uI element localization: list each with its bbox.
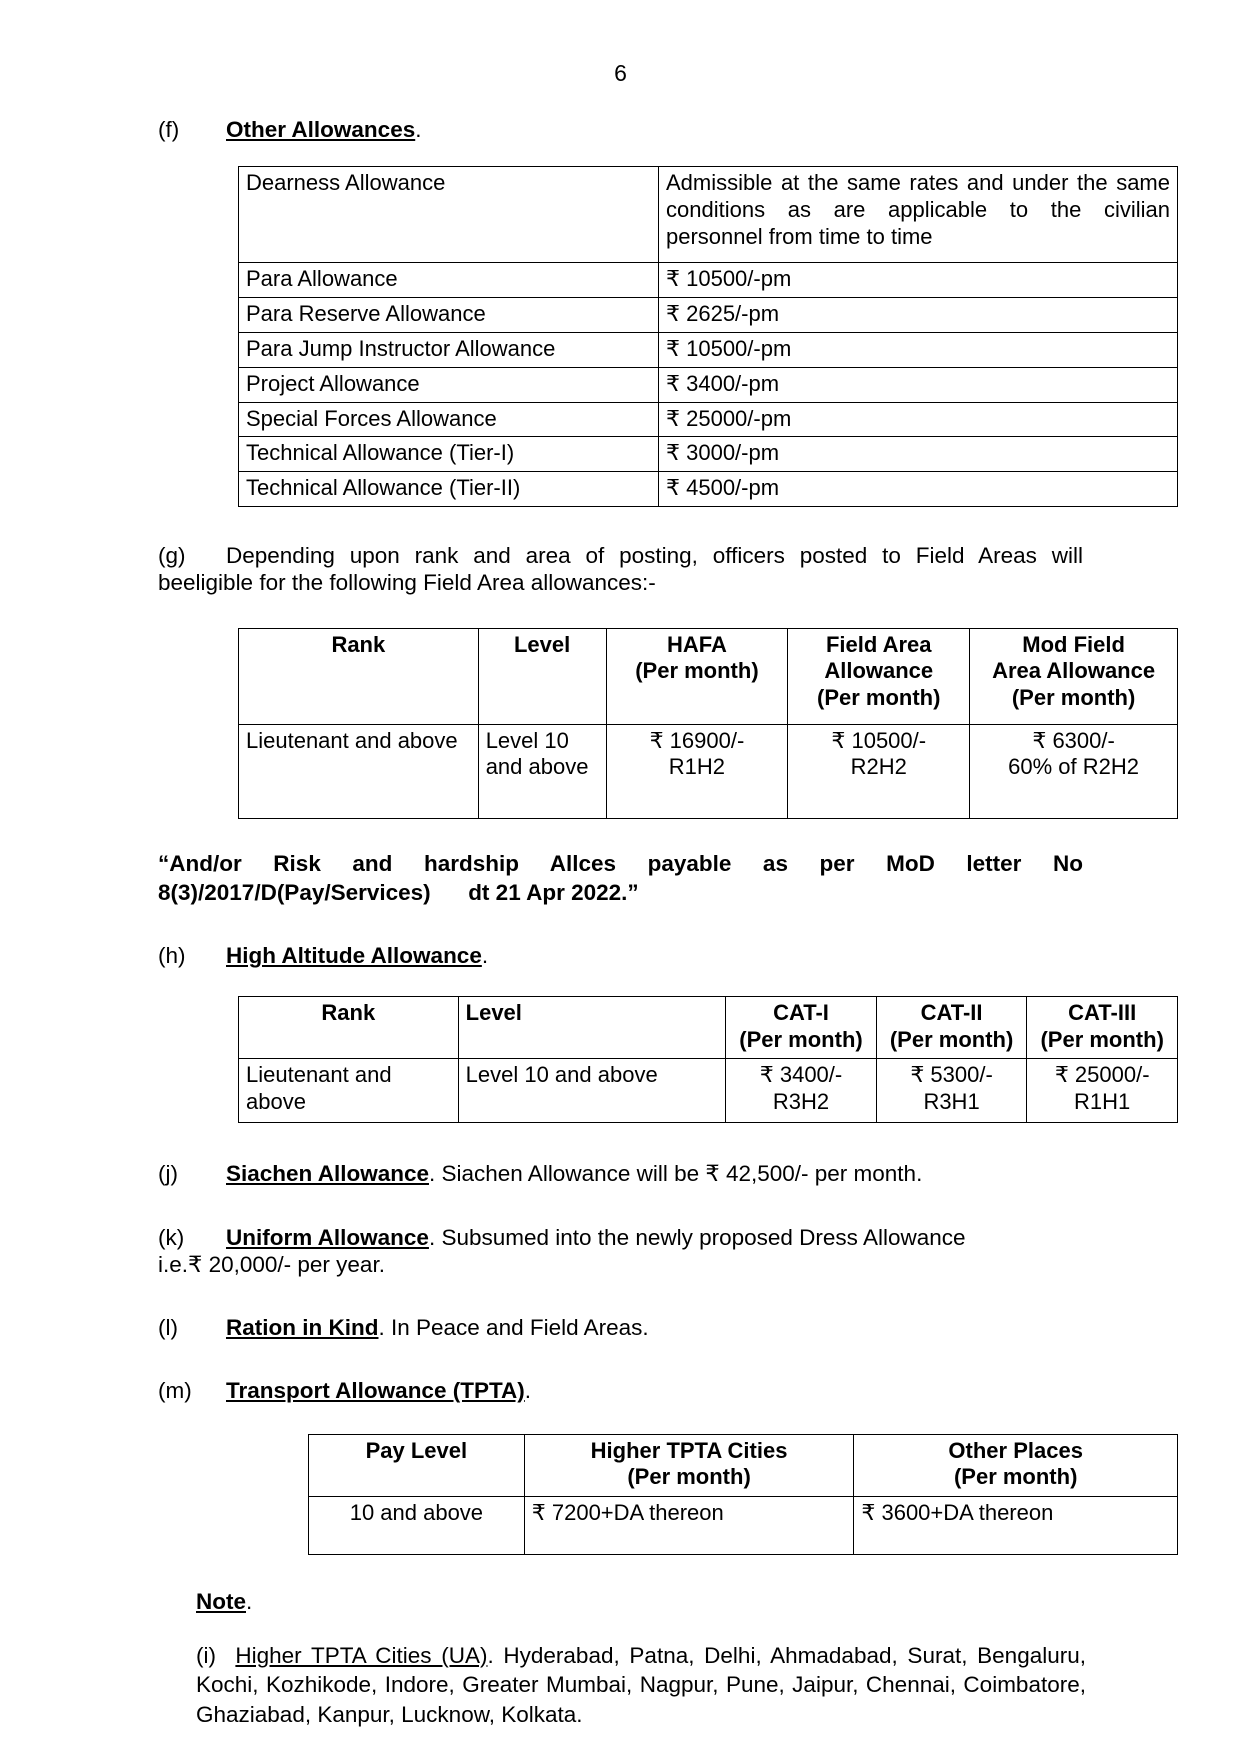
section-g-text-line1: Depending upon rank and area of posting, officers posted to Field Areas will xyxy=(226,543,1083,569)
section-j-text: . Siachen Allowance will be ₹ 42,500/- per month. xyxy=(428,1161,923,1187)
note-item xyxy=(196,1641,1086,1730)
section-g-marker: (g) xyxy=(158,543,186,569)
section-f-heading xyxy=(158,115,1083,144)
page-number: 6 xyxy=(614,60,627,86)
cell-level: Level 10 and above xyxy=(478,724,606,818)
section-l-body xyxy=(226,1313,1083,1342)
cell-rank: Lieutenant and above xyxy=(239,1059,459,1123)
table-row xyxy=(239,472,1178,507)
section-l-text: . In Peace and Field Areas. xyxy=(378,1315,649,1341)
section-g-text-line2: beeligible for the following Field Area allowances:- xyxy=(158,570,656,596)
cell-pay-level: 10 and above xyxy=(309,1496,525,1554)
allowance-name: Technical Allowance (Tier-II) xyxy=(239,472,659,507)
column-header-other-line2: (Per month) xyxy=(953,1464,1078,1490)
section-m-title-suffix: . xyxy=(524,1378,532,1404)
allowance-name: Project Allowance xyxy=(239,367,659,402)
section-f-title-line xyxy=(226,115,1083,144)
table-header-row xyxy=(309,1434,1178,1496)
table-row xyxy=(239,263,1178,298)
column-header-fa-line1: Field Area xyxy=(825,631,932,657)
allowance-value: Admissible at the same rates and under the same conditions as are applicable to the civilian personnel from time to time xyxy=(659,167,1178,263)
column-header-fa-line2: Allowance xyxy=(824,658,934,684)
column-header-hafa-line1: HAFA xyxy=(666,631,727,657)
section-k-paragraph xyxy=(158,1223,1083,1252)
column-header-pay-level: Pay Level xyxy=(309,1434,525,1496)
column-header-other-places xyxy=(854,1434,1178,1496)
column-header-cat-3-line2: (Per month) xyxy=(1040,1027,1164,1053)
cell-rank: Lieutenant and above xyxy=(239,724,479,818)
section-k-text-line1: . Subsumed into the newly proposed Dress Allowance xyxy=(428,1224,966,1250)
cell-cat-3 xyxy=(1027,1059,1178,1123)
column-header-hafa xyxy=(606,628,788,724)
cell-mfa-code: 60% of R2H2 xyxy=(1008,754,1139,780)
column-header-higher-line1: Higher TPTA Cities xyxy=(590,1437,788,1463)
allowance-value: ₹ 10500/-pm xyxy=(659,263,1178,298)
section-k-marker: (k) xyxy=(158,1224,185,1250)
column-header-level: Level xyxy=(478,628,606,724)
allowance-value: ₹ 2625/-pm xyxy=(659,298,1178,333)
cell-cat-2-amount: ₹ 5300/- xyxy=(910,1062,993,1088)
page-content xyxy=(158,115,1170,1730)
cell-cat-1 xyxy=(726,1059,877,1123)
section-g-text xyxy=(226,541,1083,570)
cell-fa-amount: ₹ 10500/- xyxy=(831,727,927,753)
cell-hafa-code: R1H2 xyxy=(668,754,726,780)
column-header-cat-2 xyxy=(876,997,1027,1059)
allowance-value: ₹ 3400/-pm xyxy=(659,367,1178,402)
section-g-paragraph xyxy=(158,541,1083,570)
table-row xyxy=(239,1059,1178,1123)
cell-hafa xyxy=(606,724,788,818)
section-l-paragraph xyxy=(158,1313,1083,1342)
cell-other-places: ₹ 3600+DA thereon xyxy=(854,1496,1178,1554)
table-row xyxy=(239,402,1178,437)
risk-hardship-note-line2 xyxy=(158,878,1083,907)
column-header-other-line1: Other Places xyxy=(948,1437,1083,1463)
section-h-title-line xyxy=(226,941,1083,970)
column-header-cat-1-line2: (Per month) xyxy=(739,1027,863,1053)
field-area-allowance-table xyxy=(238,628,1178,819)
table-row xyxy=(309,1496,1178,1554)
column-header-mfa-line1: Mod Field xyxy=(1022,631,1125,657)
cell-cat-3-code: R1H1 xyxy=(1074,1089,1131,1115)
section-f-title: Other Allowances xyxy=(226,117,416,142)
table-row xyxy=(239,298,1178,333)
cell-fa-code: R2H2 xyxy=(850,754,907,780)
allowance-name: Dearness Allowance xyxy=(239,167,659,263)
section-l-marker: (l) xyxy=(158,1315,178,1341)
cell-mfa-amount: ₹ 6300/- xyxy=(1032,727,1115,753)
cell-cat-2 xyxy=(876,1059,1027,1123)
note-item-text: . Hyderabad, Patna, Delhi, Ahmadabad, Surat, Bengaluru, Kochi, Kozhikode, Indore, Greater Mumbai, Nagpur, Pune, Jaipur, Chennai, Coimbatore, Ghaziabad, Kanpur, Lucknow, Kolkata. xyxy=(196,1642,1086,1727)
allowance-name: Technical Allowance (Tier-I) xyxy=(239,437,659,472)
section-h-marker: (h) xyxy=(158,943,186,969)
table-row xyxy=(239,367,1178,402)
high-altitude-allowance-table xyxy=(238,996,1178,1123)
cell-cat-2-code: R3H1 xyxy=(923,1089,980,1115)
cell-cat-3-amount: ₹ 25000/- xyxy=(1054,1062,1150,1088)
section-j-title: Siachen Allowance xyxy=(226,1161,429,1187)
section-h-title: High Altitude Allowance xyxy=(226,943,482,969)
cell-cat-1-amount: ₹ 3400/- xyxy=(759,1062,843,1088)
transport-allowance-table xyxy=(308,1434,1178,1555)
column-header-mfa-line3: (Per month) xyxy=(1011,685,1136,711)
column-header-cat-1-line1: CAT-I xyxy=(773,1000,829,1026)
column-header-cat-2-line1: CAT-II xyxy=(920,1000,983,1026)
section-h-title-suffix: . xyxy=(481,943,489,969)
column-header-cat-1 xyxy=(726,997,877,1059)
section-f-title-suffix: . xyxy=(415,117,422,142)
table-header-row xyxy=(239,997,1178,1059)
column-header-rank: Rank xyxy=(239,628,479,724)
cell-mod-field-area xyxy=(970,724,1178,818)
column-header-level: Level xyxy=(458,997,726,1059)
cell-higher-tpta: ₹ 7200+DA thereon xyxy=(524,1496,854,1554)
section-l-title: Ration in Kind xyxy=(226,1315,379,1341)
risk-hardship-note-date: dt 21 Apr 2022.” xyxy=(468,879,639,905)
section-f-marker: (f) xyxy=(158,117,180,142)
allowance-value: ₹ 10500/-pm xyxy=(659,332,1178,367)
section-h-heading xyxy=(158,941,1083,970)
column-header-cat-2-line2: (Per month) xyxy=(889,1027,1014,1053)
table-row xyxy=(239,437,1178,472)
column-header-higher-tpta-cities xyxy=(524,1434,854,1496)
allowance-name: Para Reserve Allowance xyxy=(239,298,659,333)
note-heading-line xyxy=(196,1589,1083,1615)
cell-level: Level 10 and above xyxy=(458,1059,726,1123)
allowance-value: ₹ 4500/-pm xyxy=(659,472,1178,507)
section-k-title: Uniform Allowance xyxy=(226,1224,429,1250)
column-header-higher-line2: (Per month) xyxy=(627,1464,751,1490)
column-header-mfa-line2: Area Allowance xyxy=(992,658,1156,684)
risk-hardship-note xyxy=(158,849,1083,908)
section-j-paragraph xyxy=(158,1159,1083,1188)
section-m-title: Transport Allowance (TPTA) xyxy=(226,1378,525,1404)
table-row xyxy=(239,724,1178,818)
section-j-marker: (j) xyxy=(158,1161,178,1187)
column-header-mod-field-area-allowance xyxy=(970,628,1178,724)
section-m-heading xyxy=(158,1376,1083,1405)
note-item-title: Higher TPTA Cities (UA) xyxy=(235,1642,488,1668)
table-header-row xyxy=(239,628,1178,724)
cell-cat-1-code: R3H2 xyxy=(772,1089,830,1115)
column-header-hafa-line2: (Per month) xyxy=(635,658,759,684)
allowance-value: ₹ 3000/-pm xyxy=(659,437,1178,472)
cell-field-area xyxy=(788,724,970,818)
section-k-text-line2: i.e.₹ 20,000/- per year. xyxy=(158,1251,385,1277)
table-row xyxy=(239,167,1178,263)
section-m-marker: (m) xyxy=(158,1378,192,1404)
note-item-marker: (i) xyxy=(196,1642,216,1668)
allowance-name: Para Allowance xyxy=(239,263,659,298)
note-heading-suffix: . xyxy=(246,1588,253,1614)
table-row xyxy=(239,332,1178,367)
section-m-title-line xyxy=(226,1376,1083,1405)
other-allowances-table xyxy=(238,166,1178,507)
allowance-name: Para Jump Instructor Allowance xyxy=(239,332,659,367)
note-heading: Note xyxy=(196,1588,246,1614)
risk-hardship-note-letter-no: 8(3)/2017/D(Pay/Services) xyxy=(158,879,431,905)
column-header-cat-3 xyxy=(1027,997,1178,1059)
column-header-cat-3-line1: CAT-III xyxy=(1068,1000,1137,1026)
column-header-field-area-allowance xyxy=(788,628,970,724)
cell-hafa-amount: ₹ 16900/- xyxy=(649,727,745,753)
risk-hardship-note-line1: “And/or Risk and hardship Allces payable as per MoD letter No xyxy=(158,850,1083,876)
column-header-fa-line3: (Per month) xyxy=(817,685,941,711)
section-k-body xyxy=(226,1223,1083,1252)
allowance-value: ₹ 25000/-pm xyxy=(659,402,1178,437)
section-j-body xyxy=(226,1159,1083,1188)
column-header-rank: Rank xyxy=(239,997,459,1059)
allowance-name: Special Forces Allowance xyxy=(239,402,659,437)
